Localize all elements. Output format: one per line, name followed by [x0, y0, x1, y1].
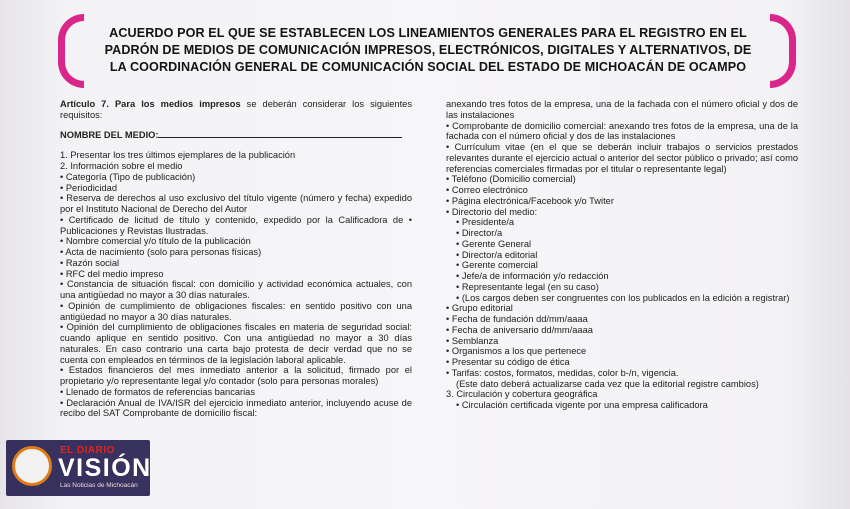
directory-item: • Presidente/a: [456, 217, 515, 228]
list-item: • Directorio del medio:: [446, 206, 538, 217]
list-item: • Comprobante de domicilio comercial: anexando tres fotos de la empresa, una de la fachada con el número oficial y dos de las instalaciones: [446, 120, 798, 142]
list-item: • Currículum vitae (en el que se deberán incluir trabajos o servicios prestados relevantes durante el ejercicio actual o anterior del sector público o privado; así como referencias comerciales firmadas por el titular o representante legal): [446, 142, 798, 174]
list-item: • Certificado de licitud de título y contenido, expedido por la Calificadora de • Publicaciones y Revistas Ilustradas.: [60, 214, 412, 236]
document-title: [90, 25, 766, 76]
list-item: • Categoría (Tipo de publicación): [60, 171, 196, 182]
list-item: • Razón social: [60, 257, 120, 268]
directory-item: • Director/a editorial: [456, 249, 538, 260]
list-item: • Declaración Anual de IVA/ISR del ejercicio inmediato anterior, incluyendo acuse de recibo del SAT Comprobante de domicilio fiscal:: [60, 397, 412, 419]
list-item: • Grupo editorial: [446, 303, 513, 314]
right-column: [446, 99, 798, 411]
directory-item: • Jefe/a de información y/o redacción: [456, 271, 609, 281]
directory-item: • Representante legal (en su caso): [456, 281, 599, 292]
list-item: • RFC del medio impreso: [60, 268, 164, 279]
media-name-heading: [60, 129, 412, 141]
list-item: • Estados financieros del mes inmediato anterior a la solicitud, firmado por el propietario y/o representante legal y/o contador (solo para personas morales): [60, 365, 412, 386]
watermark-top-text: EL DIARIO: [60, 445, 115, 456]
list-item: • Página electrónica/Facebook y/o Twiter: [446, 195, 614, 206]
article-paragraph: [60, 99, 412, 121]
title-line-2: PADRÓN DE MEDIOS DE COMUNICACIÓN IMPRESOS, ELECTRÓNICOS, DIGITALES Y ALTERNATIVOS, DE: [104, 43, 752, 57]
right-parenthesis-decoration: [770, 14, 796, 88]
update-note: (Este dato deberá actualizarse cada vez que la editorial registre cambios): [456, 378, 759, 389]
left-parenthesis-decoration: [58, 14, 84, 88]
list-item: • Presentar su código de ética: [446, 357, 570, 367]
list-item: • Fecha de aniversario dd/mm/aaaa: [446, 324, 593, 335]
logo-circle-icon: [12, 446, 52, 486]
article-lead: Artículo 7. Para los medios impresos: [60, 99, 241, 109]
directory-item: • Gerente comercial: [456, 260, 538, 271]
list-item: anexando tres fotos de la empresa, una de la fachada con el número oficial y dos de las instalaciones: [446, 99, 798, 120]
article-rest: se deberán considerar los siguientes requisitos:: [60, 99, 412, 120]
list-item: • Llenado de formatos de referencias bancarias: [60, 386, 255, 397]
watermark-subtitle: Las Noticias de Michoacán: [60, 482, 138, 489]
list-item: • Fecha de fundación dd/mm/aaaa: [446, 314, 588, 324]
list-item: 2. Información sobre el medio: [60, 161, 183, 171]
section-3-heading: 3. Circulación y cobertura geográfica: [446, 389, 598, 400]
directory-item: • Gerente General: [456, 238, 532, 249]
list-item: • Opinión del cumplimiento de obligaciones fiscales en materia de seguridad social: cuando aplique en sentido positivo. Con una antigüedad no mayor a 30 días naturales. En caso contrario una carta bajo protesta de decir verdad que no se cuenta con empleados en términos de la legislación laboral aplicable.: [60, 322, 412, 365]
list-item: • Teléfono (Domicilio comercial): [446, 174, 576, 185]
list-item: • Organismos a los que pertenece: [446, 346, 587, 357]
list-item: • Acta de nacimiento (solo para personas físicas): [60, 247, 262, 257]
directory-item: • (Los cargos deben ser congruentes con los publicados en la edición a registrar): [456, 292, 790, 303]
list-item: • Tarifas: costos, formatos, medidas, color b-/n, vigencia.: [446, 367, 679, 378]
list-item: • Correo electrónico: [446, 185, 528, 195]
directory-item: • Director/a: [456, 228, 503, 238]
list-item: • Opinión de cumplimiento de obligaciones fiscales: en sentido positivo con una antigüedad no mayor a 30 días naturales.: [60, 300, 412, 322]
media-name-blank-line: [158, 129, 402, 138]
list-item: • Reserva de derechos al uso exclusivo del título vigente (número y fecha) expedido por el Instituto Nacional de Derecho del Autor: [60, 193, 412, 214]
list-item: • Periodicidad: [60, 182, 118, 193]
list-item: • Semblanza: [446, 335, 499, 346]
list-item: • Nombre comercial y/o título de la publicación: [60, 236, 251, 247]
title-line-3: LA COORDINACIÓN GENERAL DE COMUNICACIÓN SOCIAL DEL ESTADO DE MICHOACÁN DE OCAMPO: [109, 60, 747, 74]
title-line-1: ACUERDO POR EL QUE SE ESTABLECEN LOS LINEAMIENTOS GENERALES PARA EL REGISTRO EN EL: [109, 26, 747, 40]
media-name-label: NOMBRE DEL MEDIO:: [60, 129, 159, 140]
list-item: • Constancia de situación fiscal: con domicilio y actividad económica actuales, con una antigüedad no mayor a 30 días naturales.: [60, 279, 412, 300]
left-column: [60, 99, 412, 419]
watermark-brand: VISIÓN: [58, 454, 152, 482]
list-item: • Circulación certificada vigente por una empresa calificadora: [456, 400, 708, 410]
list-item: 1. Presentar los tres últimos ejemplares de la publicación: [60, 150, 296, 161]
